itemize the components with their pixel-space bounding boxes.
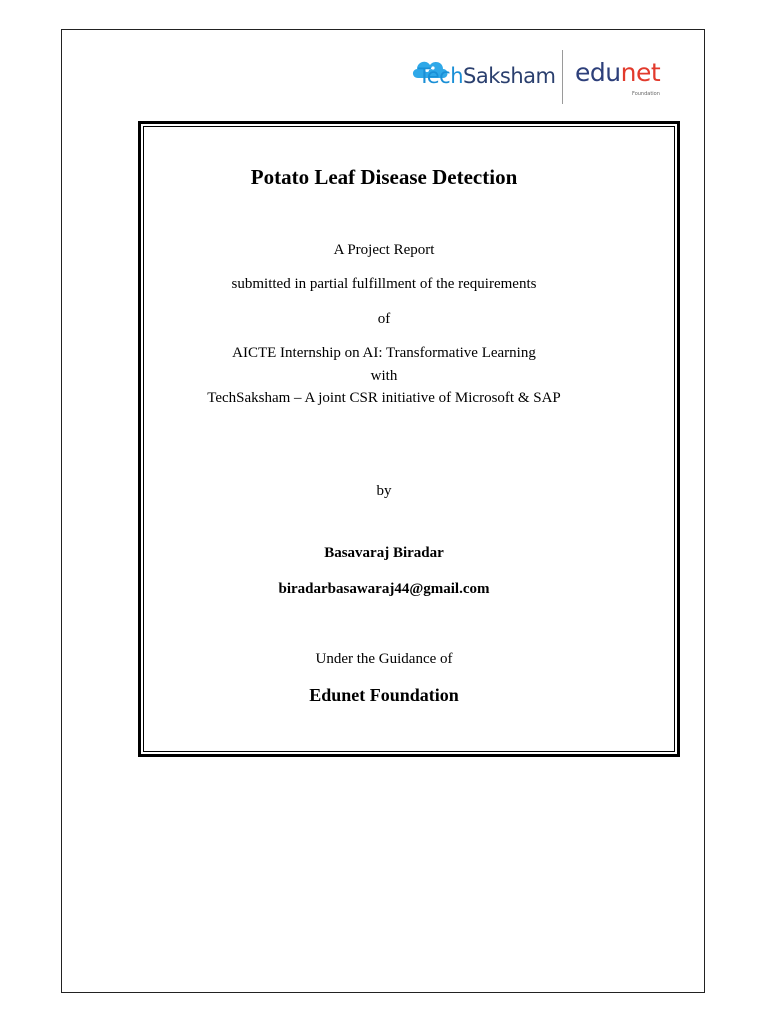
report-type: A Project Report xyxy=(333,242,435,258)
edunet-subtitle: Foundation xyxy=(632,91,660,97)
guidance-line: Under the Guidance of xyxy=(315,651,453,667)
author-name: Basavaraj Biradar xyxy=(324,545,444,561)
techsaksham-wordmark-tech: Tech xyxy=(418,64,464,88)
initiative-line: TechSaksham – A joint CSR initiative of Microsoft & SAP xyxy=(207,390,561,406)
logo-divider xyxy=(562,50,563,104)
guidance-org: Edunet Foundation xyxy=(309,685,459,705)
techsaksham-wordmark xyxy=(418,64,555,88)
edunet-wordmark xyxy=(575,58,660,87)
of-line: of xyxy=(377,311,391,327)
program-line: AICTE Internship on AI: Transformative Learning xyxy=(232,345,536,361)
edunet-wordmark-edu: edu xyxy=(575,58,621,87)
with-line: with xyxy=(370,368,398,384)
submitted-line: submitted in partial fulfillment of the requirements xyxy=(231,276,537,292)
techsaksham-logo xyxy=(410,56,560,96)
report-title: Potato Leaf Disease Detection xyxy=(250,165,518,189)
author-email: biradarbasawaraj44@gmail.com xyxy=(278,581,490,597)
edunet-wordmark-net: net xyxy=(620,58,661,87)
by-line: by xyxy=(376,483,392,499)
techsaksham-wordmark-saksham: Saksham xyxy=(463,64,556,88)
header-logos xyxy=(410,46,670,108)
